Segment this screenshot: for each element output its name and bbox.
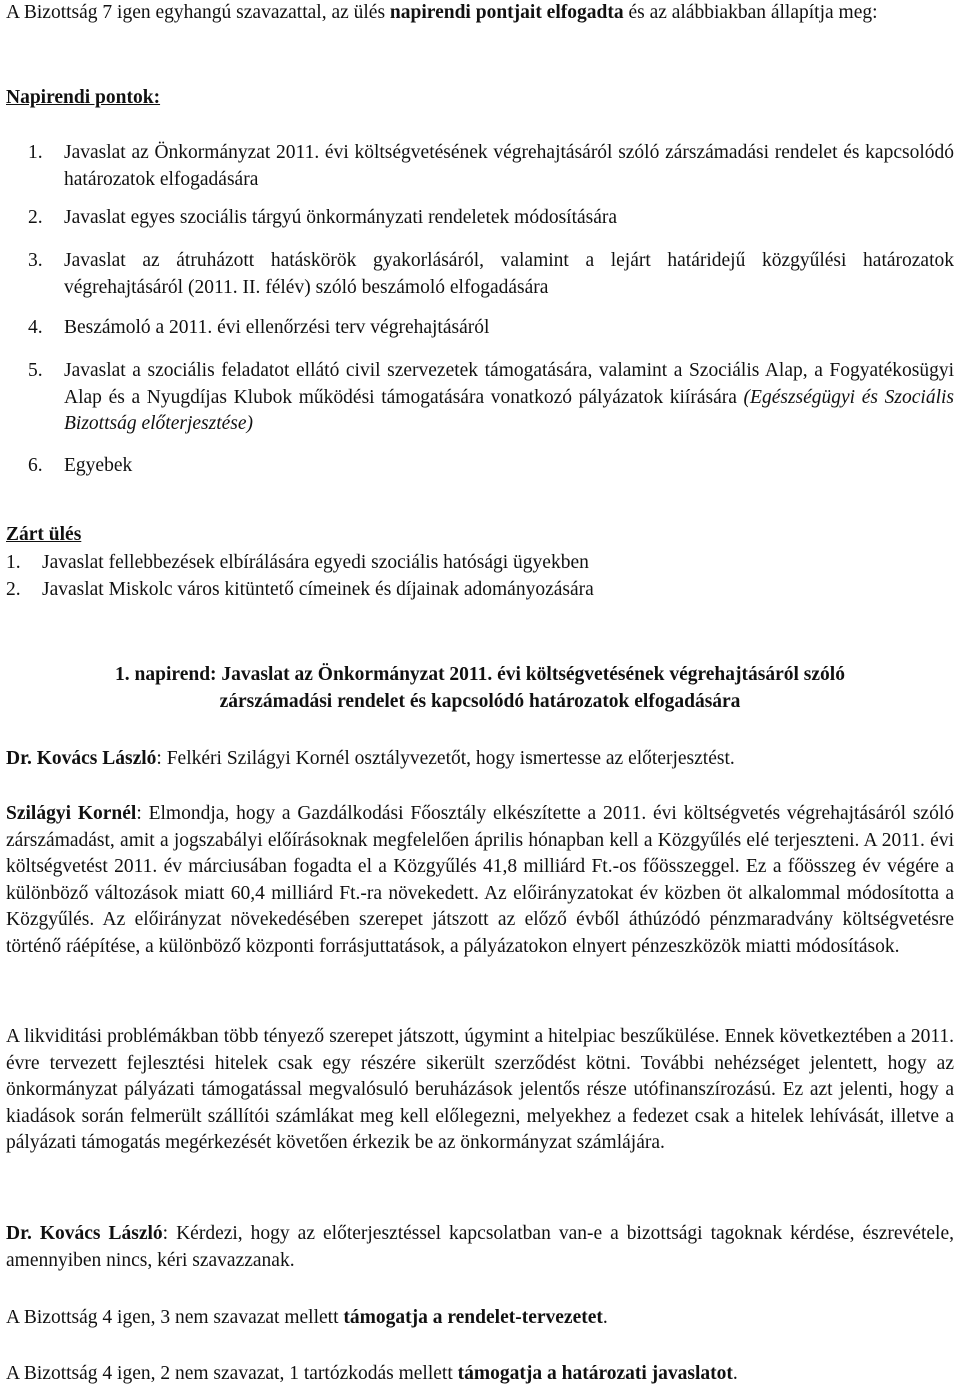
agenda-item-num: 5.: [28, 360, 43, 381]
paragraph-text: : Felkéri Szilágyi Kornél osztályvezetőt, hogy ismertesse az előterjesztést.: [156, 748, 735, 769]
presenter-paragraph: [6, 801, 954, 960]
agenda-heading-text: Napirendi pontok:: [6, 87, 161, 108]
vote-result-bold: támogatja a határozati javaslatot: [457, 1363, 733, 1384]
agenda-item-num: 6.: [28, 455, 43, 476]
speaker-name: Kovács László: [36, 748, 157, 769]
agenda-item-text: Javaslat az Önkormányzat 2011. évi költségvetésének végrehajtásáról szóló zárszámadási rendelet és kapcsolódó határozatok elfogadására: [64, 142, 954, 190]
agenda-item-text: Egyebek: [64, 455, 133, 476]
agenda-item: [28, 315, 954, 342]
section-title: [6, 662, 954, 715]
agenda-item-num: 3.: [28, 250, 43, 271]
section-title-line1: 1. napirend: Javaslat az Önkormányzat 2011. évi költségvetésének végrehajtásáról szóló: [115, 664, 845, 685]
agenda-heading: [6, 85, 954, 112]
closed-item: [6, 577, 954, 604]
paragraph-text: A likviditási problémákban több tényező szerepet játszott, úgymint a hitelpiac beszűkülése. Ennek következtében a 2011. évre tervezett fejlesztési hitelek csak egy részére sikerült szerződést kötni. További nehézséget jelentett, hogy az önkormányzat pályázati támogatással megvalósuló beruházások jelentős része utófinanszírozású. Ez azt jelenti, hogy a kiadások során felmerült szállítói számlákat meg kell előlegezni, melyekhez a fedezet csak a hitelek lehívását, illetve a pályázati támogatás megérkezését követően érkezik be az önkormányzat számlájára.: [6, 1026, 954, 1153]
paragraph-text: : Kérdezi, hogy az előterjesztéssel kapcsolatban van-e a bizottsági tagoknak kérdése, észrevétele, amennyiben nincs, kéri szavazzanak.: [6, 1223, 954, 1271]
speaker-name: Szilágyi Kornél: [6, 803, 137, 824]
agenda-item-num: 4.: [28, 317, 43, 338]
closed-item-num: 1.: [6, 552, 21, 573]
intro-text: A Bizottság 7 igen egyhangú szavazattal, az ülés: [6, 2, 390, 23]
closed-session-heading-text: Zárt ülés: [6, 524, 82, 545]
presenter-paragraph-continued: [6, 1024, 954, 1157]
agenda-item: [28, 140, 954, 193]
vote-result: A Bizottság 4 igen, 2 nem szavazat, 1 tartózkodás mellett támogatja a határozati javaslatot.: [6, 1363, 738, 1384]
agenda-item: [28, 453, 954, 480]
agenda-item-num: 1.: [28, 142, 43, 163]
speaker-title: Dr.: [6, 748, 37, 769]
agenda-item: [28, 358, 954, 438]
agenda-item: [28, 248, 954, 301]
chair-intro-paragraph: [6, 746, 954, 773]
closed-session-heading: [6, 522, 954, 549]
vote-result: A Bizottság 4 igen, 3 nem szavazat mellett támogatja a rendelet-tervezetet.: [6, 1307, 608, 1328]
agenda-item-text: Beszámoló a 2011. évi ellenőrzési terv végrehajtásáról: [64, 317, 490, 338]
intro-paragraph: [6, 0, 954, 27]
paragraph-text: : Elmondja, hogy a Gazdálkodási Főosztály elkészítette a 2011. évi költségvetés végrehajtásáról szóló zárszámadást, amit a jogszabályi előírásoknak megfelelően április hónapban kell a Közgyűlés elé terjeszteni. A 2011. évi költségvetést 2011. év márciusában fogadta el a Közgyűlés 41,8 milliárd Ft.-os főösszeggel. Ez a főösszeg év végére a különböző változások miatt 60,4 milliárd Ft.-ra növekedett. Az előirányzatokat év közben öt alkalommal módosította a Közgyűlés. Az előirányzat növekedésében szerepet játszott az előző évből áthúzódó pénzmaradvány költségvetésre történő ráépítése, a különböző központi forrásjuttatások, a pályázatokon elnyert pénzeszközök miatti módosítások.: [6, 803, 954, 957]
closed-item: [6, 550, 954, 577]
section-title-line2: zárszámadási rendelet és kapcsolódó határozatok elfogadására: [219, 690, 741, 712]
speaker-name: Kovács László: [39, 1223, 163, 1244]
agenda-item: [28, 205, 954, 232]
agenda-item-num: 2.: [28, 207, 43, 228]
speaker-title: Dr.: [6, 1223, 40, 1244]
closed-item-text: Javaslat Miskolc város kitüntető címeinek és díjainak adományozására: [42, 579, 594, 600]
agenda-item-text: Javaslat az átruházott hatáskörök gyakorlásáról, valamint a lejárt határidejű közgyűlési határozatok végrehajtásáról (2011. II. félév) szóló beszámoló elfogadására: [64, 250, 954, 298]
vote-result-bold: támogatja a rendelet-tervezetet: [343, 1307, 603, 1328]
agenda-item-text: Javaslat egyes szociális tárgyú önkormányzati rendeletek módosítására: [64, 207, 618, 228]
agenda-item-italic: (Egészségügyi és Szociális Bizottság előterjesztése): [64, 386, 954, 434]
agenda-item-text: Javaslat a szociális feladatot ellátó civil szervezetek támogatására, valamint a Szociális Alap, a Fogyatékosügyi Alap és a Nyugdíjas Klubok működési támogatására vonatkozó pályázatok kiírására (Egészségügyi és Szociális Bizottság előterjesztése): [64, 360, 954, 434]
chair-question-paragraph: [6, 1221, 954, 1274]
intro-bold: napirendi pontjait elfogadta: [389, 2, 624, 23]
closed-item-text: Javaslat fellebbezések elbírálására egyedi szociális hatósági ügyekben: [42, 552, 589, 573]
closed-item-num: 2.: [6, 579, 21, 600]
intro-text-end: és az alábbiakban állapítja meg:: [623, 2, 878, 23]
